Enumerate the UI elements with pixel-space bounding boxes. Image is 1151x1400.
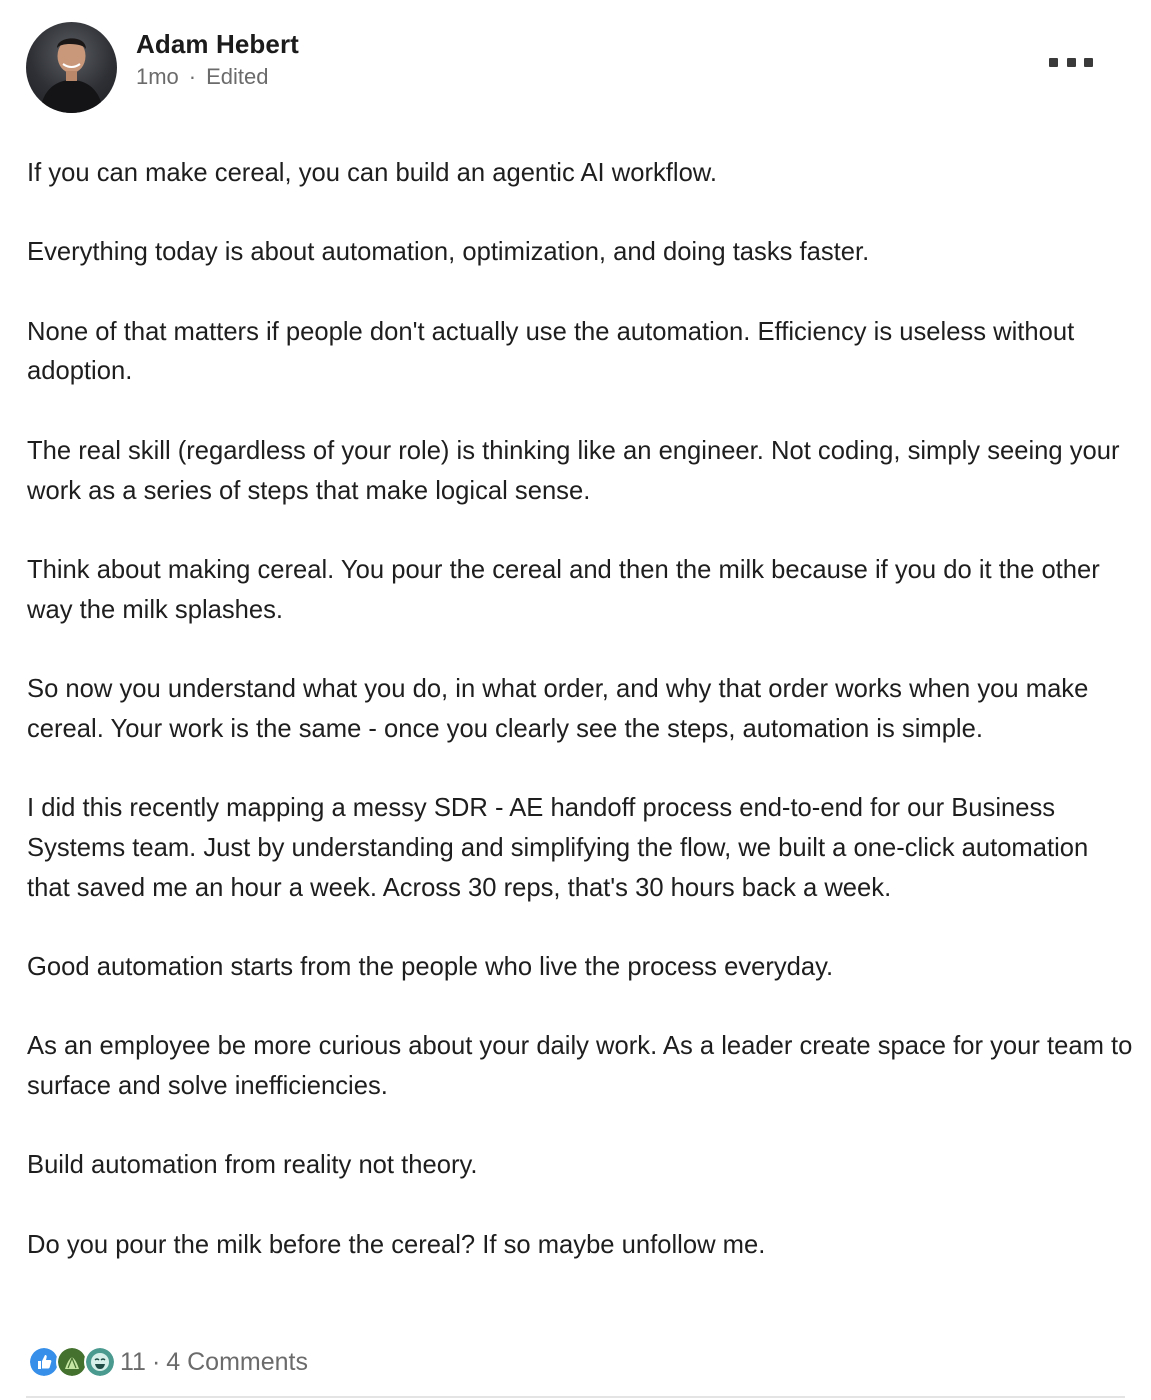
- funny-icon: [84, 1346, 116, 1378]
- post-paragraph: Build automation from reality not theory.: [27, 1151, 478, 1180]
- more-dot: [1067, 58, 1076, 67]
- reactions-bar[interactable]: [28, 1345, 308, 1379]
- person-photo-icon: [26, 22, 117, 113]
- post-paragraph: None of that matters if people don't actually use the automation. Efficiency is useless without adoption.: [27, 317, 1075, 386]
- meta-separator: ·: [188, 64, 197, 89]
- post-paragraph: As an employee be more curious about your daily work. As a leader create space for your team to surface and solve inefficiencies.: [27, 1032, 1133, 1101]
- author-info: [136, 28, 299, 91]
- comments-count[interactable]: 4 Comments: [166, 1347, 308, 1376]
- post-paragraph: Do you pour the milk before the cereal? If so maybe unfollow me.: [27, 1230, 766, 1259]
- post-body: [27, 154, 1137, 1305]
- post-paragraph: The real skill (regardless of your role) is thinking like an engineer. Not coding, simply seeing your work as a series of steps that make logical sense.: [27, 436, 1120, 505]
- reaction-icons: [28, 1346, 112, 1378]
- post-paragraph: I did this recently mapping a messy SDR - AE handoff process end-to-end for our Business Systems team. Just by understanding and simplifying the flow, we built a one-click automation that saved me an hour a week. Across 30 reps, that's 30 hours back a week.: [27, 794, 1089, 902]
- post-paragraph: So now you understand what you do, in what order, and why that order works when you make cereal. Your work is the same - once you clearly see the steps, automation is simple.: [27, 675, 1089, 743]
- post-header: [26, 22, 1125, 114]
- author-avatar[interactable]: [26, 22, 117, 113]
- post-time: 1mo: [136, 64, 179, 89]
- post-meta: [136, 63, 299, 91]
- more-dot: [1049, 58, 1058, 67]
- reaction-count[interactable]: 11: [120, 1347, 146, 1376]
- post-paragraph: Think about making cereal. You pour the cereal and then the milk because if you do it the other way the milk splashes.: [27, 555, 1100, 624]
- reactions-separator: ·: [151, 1347, 161, 1376]
- more-options-icon[interactable]: [1049, 52, 1093, 72]
- author-name[interactable]: Adam Hebert: [136, 29, 299, 59]
- post-paragraph: Good automation starts from the people who live the process everyday.: [27, 952, 834, 981]
- post-paragraph: Everything today is about automation, optimization, and doing tasks faster.: [27, 238, 870, 267]
- post-paragraph: If you can make cereal, you can build an agentic AI workflow.: [27, 159, 717, 187]
- divider: [26, 1396, 1125, 1398]
- more-dot: [1084, 58, 1093, 67]
- edited-label: Edited: [206, 64, 269, 89]
